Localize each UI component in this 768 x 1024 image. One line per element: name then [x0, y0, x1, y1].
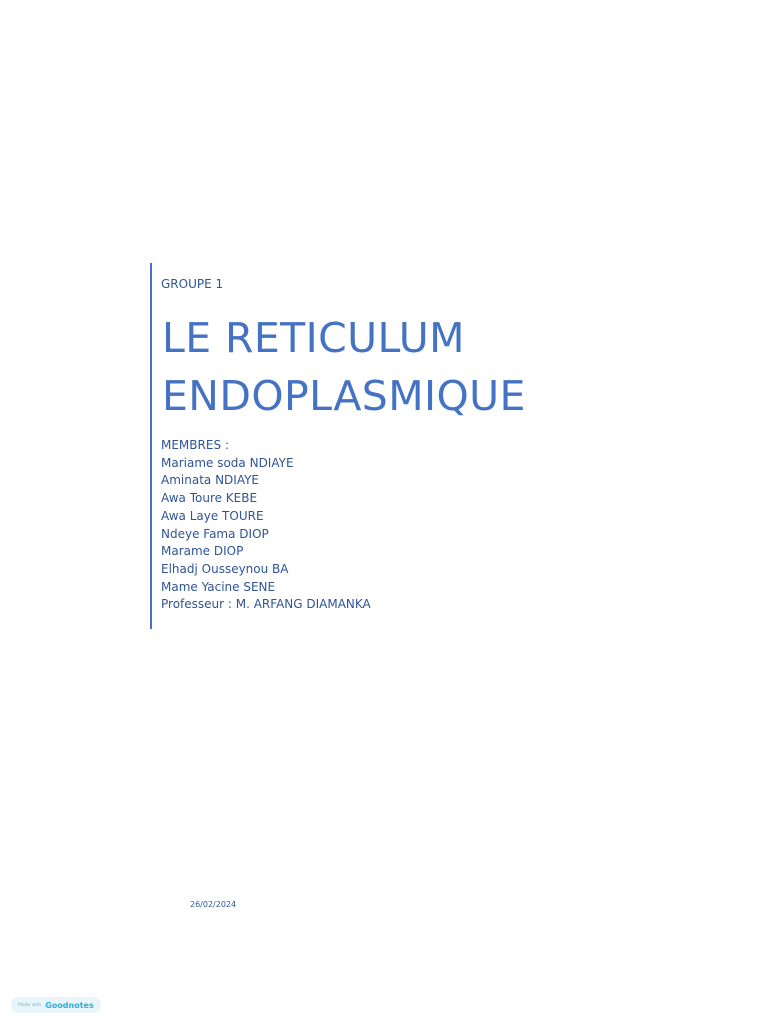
- member-name: Ndeye Fama DIOP: [161, 526, 269, 541]
- watermark-brand: Goodnotes: [45, 1000, 94, 1010]
- member-name: Mariame soda NDIAYE: [161, 455, 294, 470]
- member-name: Mame Yacine SENE: [161, 579, 276, 594]
- member-name: Aminata NDIAYE: [161, 473, 260, 488]
- group-label: GROUPE 1: [161, 277, 224, 291]
- title-line-1: LE RETICULUM: [162, 314, 465, 362]
- member-name: Awa Toure KEBE: [161, 491, 258, 506]
- member-name: Awa Laye TOURE: [161, 508, 264, 523]
- document-title: [162, 309, 526, 425]
- goodnotes-watermark: [11, 997, 101, 1013]
- cover-block: [150, 263, 672, 629]
- professor-line: Professeur : M. ARFANG DIAMANKA: [161, 597, 371, 612]
- member-name: Marame DIOP: [161, 544, 244, 559]
- members-list: [161, 437, 371, 614]
- document-date: 26/02/2024: [190, 900, 237, 909]
- member-name: Elhadj Ousseynou BA: [161, 561, 289, 576]
- title-line-2: ENDOPLASMIQUE: [162, 372, 526, 420]
- members-heading: MEMBRES :: [161, 438, 229, 452]
- watermark-small-text: Made with: [18, 1002, 42, 1008]
